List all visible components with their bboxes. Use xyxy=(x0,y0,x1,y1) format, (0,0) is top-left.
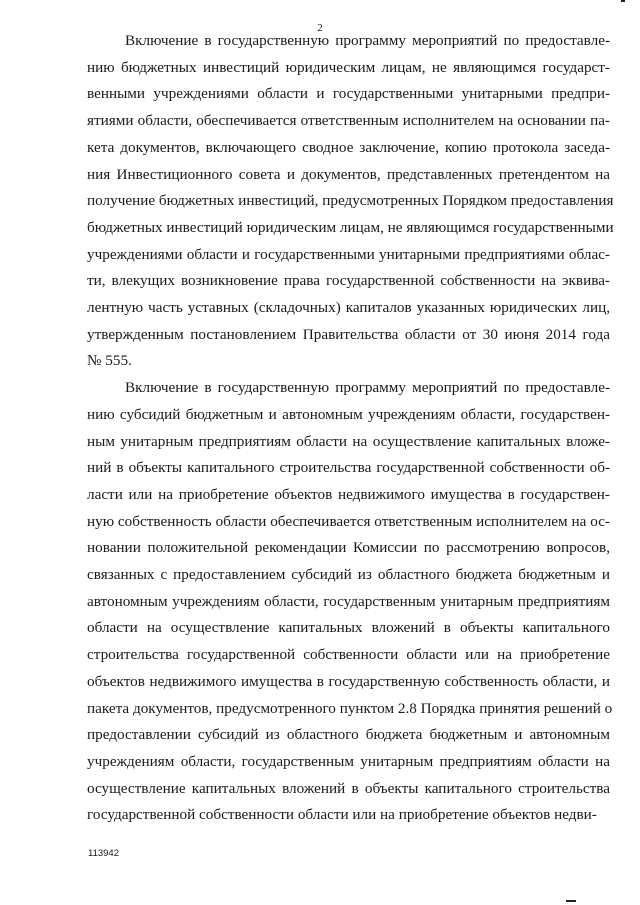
scan-mark-bottom xyxy=(566,900,576,902)
paragraph-1-line: лентную часть уставных (складочных) капиталов указанных юридических лиц, xyxy=(87,299,610,316)
paragraph-2-line: пакета документов, предусмотренного пунктом 2.8 Порядка принятия решений о xyxy=(87,699,613,717)
paragraph-2-line: ным унитарным предприятиям области на осуществление капитальных вложе- xyxy=(87,432,610,450)
paragraph-2-line: ную собственность области обеспечивается ответственным исполнителем на ос- xyxy=(87,512,610,530)
paragraph-2-line: предоставлении субсидий из областного бюджета бюджетным и автономным xyxy=(87,726,610,744)
paragraph-2-line: государственной собственности области или на приобретение объектов недви- xyxy=(87,806,597,824)
paragraph-1-line: ятиями области, обеспечивается ответственным исполнителем на основании па- xyxy=(87,112,610,130)
paragraph-2-line: ласти или на приобретение объектов недвижимого имущества в государствен- xyxy=(87,485,610,503)
paragraph-2-line: автономным учреждениям области, государственным унитарным предприятиям xyxy=(87,592,610,610)
paragraph-2-line: области на осуществление капитальных вложений в объекты капитального xyxy=(87,619,610,637)
page-number: 2 xyxy=(317,22,323,34)
paragraph-1-line: кета документов, включающего сводное заключение, копию протокола заседа- xyxy=(87,138,610,156)
paragraph-1-line: бюджетных инвестиций юридическим лицам, не являющимся государственными xyxy=(87,218,614,236)
paragraph-1-line: утвержденным постановлением Правительства области от 30 июня 2014 года xyxy=(87,325,610,343)
paragraph-2-line: ний в объекты капитального строительства государственной собственности об- xyxy=(87,459,610,477)
paragraph-2-line: нию субсидий бюджетным и автономным учреждениям области, государствен- xyxy=(87,405,610,423)
document-code: 113942 xyxy=(88,848,119,859)
paragraph-2-line: учреждениям области, государственным унитарным предприятиям области на xyxy=(87,752,610,770)
paragraph-1-line: ти, влекущих возникновение права государственной собственности на эквива- xyxy=(87,272,610,290)
paragraph-1-line: нию бюджетных инвестиций юридическим лицам, не являющимся государст- xyxy=(87,58,610,76)
paragraph-1-line: № 555. xyxy=(87,352,132,370)
scan-mark-top xyxy=(621,0,625,2)
paragraph-1-line: ния Инвестиционного совета и документов, представленных претендентом на xyxy=(87,165,610,183)
paragraph-2-line: связанных с предоставлением субсидий из областного бюджета бюджетным и xyxy=(87,566,610,583)
paragraph-1-line: Включение в государственную программу мероприятий по предоставле- xyxy=(125,32,610,49)
paragraph-1-line: учреждениями области и государственными унитарными предприятиями облас- xyxy=(87,245,610,263)
paragraph-2-line: Включение в государственную программу мероприятий по предоставле- xyxy=(125,379,610,397)
paragraph-1-line: получение бюджетных инвестиций, предусмотренных Порядком предоставления xyxy=(87,192,614,210)
paragraph-1-line: венными учреждениями области и государственными унитарными предпри- xyxy=(87,85,610,103)
paragraph-2-line: новании положительной рекомендации Комиссии по рассмотрению вопросов, xyxy=(87,539,610,557)
paragraph-2-line: строительства государственной собственности области или на приобретение xyxy=(87,646,610,664)
paragraph-2-line: объектов недвижимого имущества в государственную собственность области, и xyxy=(87,672,610,690)
paragraph-2-line: осуществление капитальных вложений в объекты капитального строительства xyxy=(87,779,610,797)
